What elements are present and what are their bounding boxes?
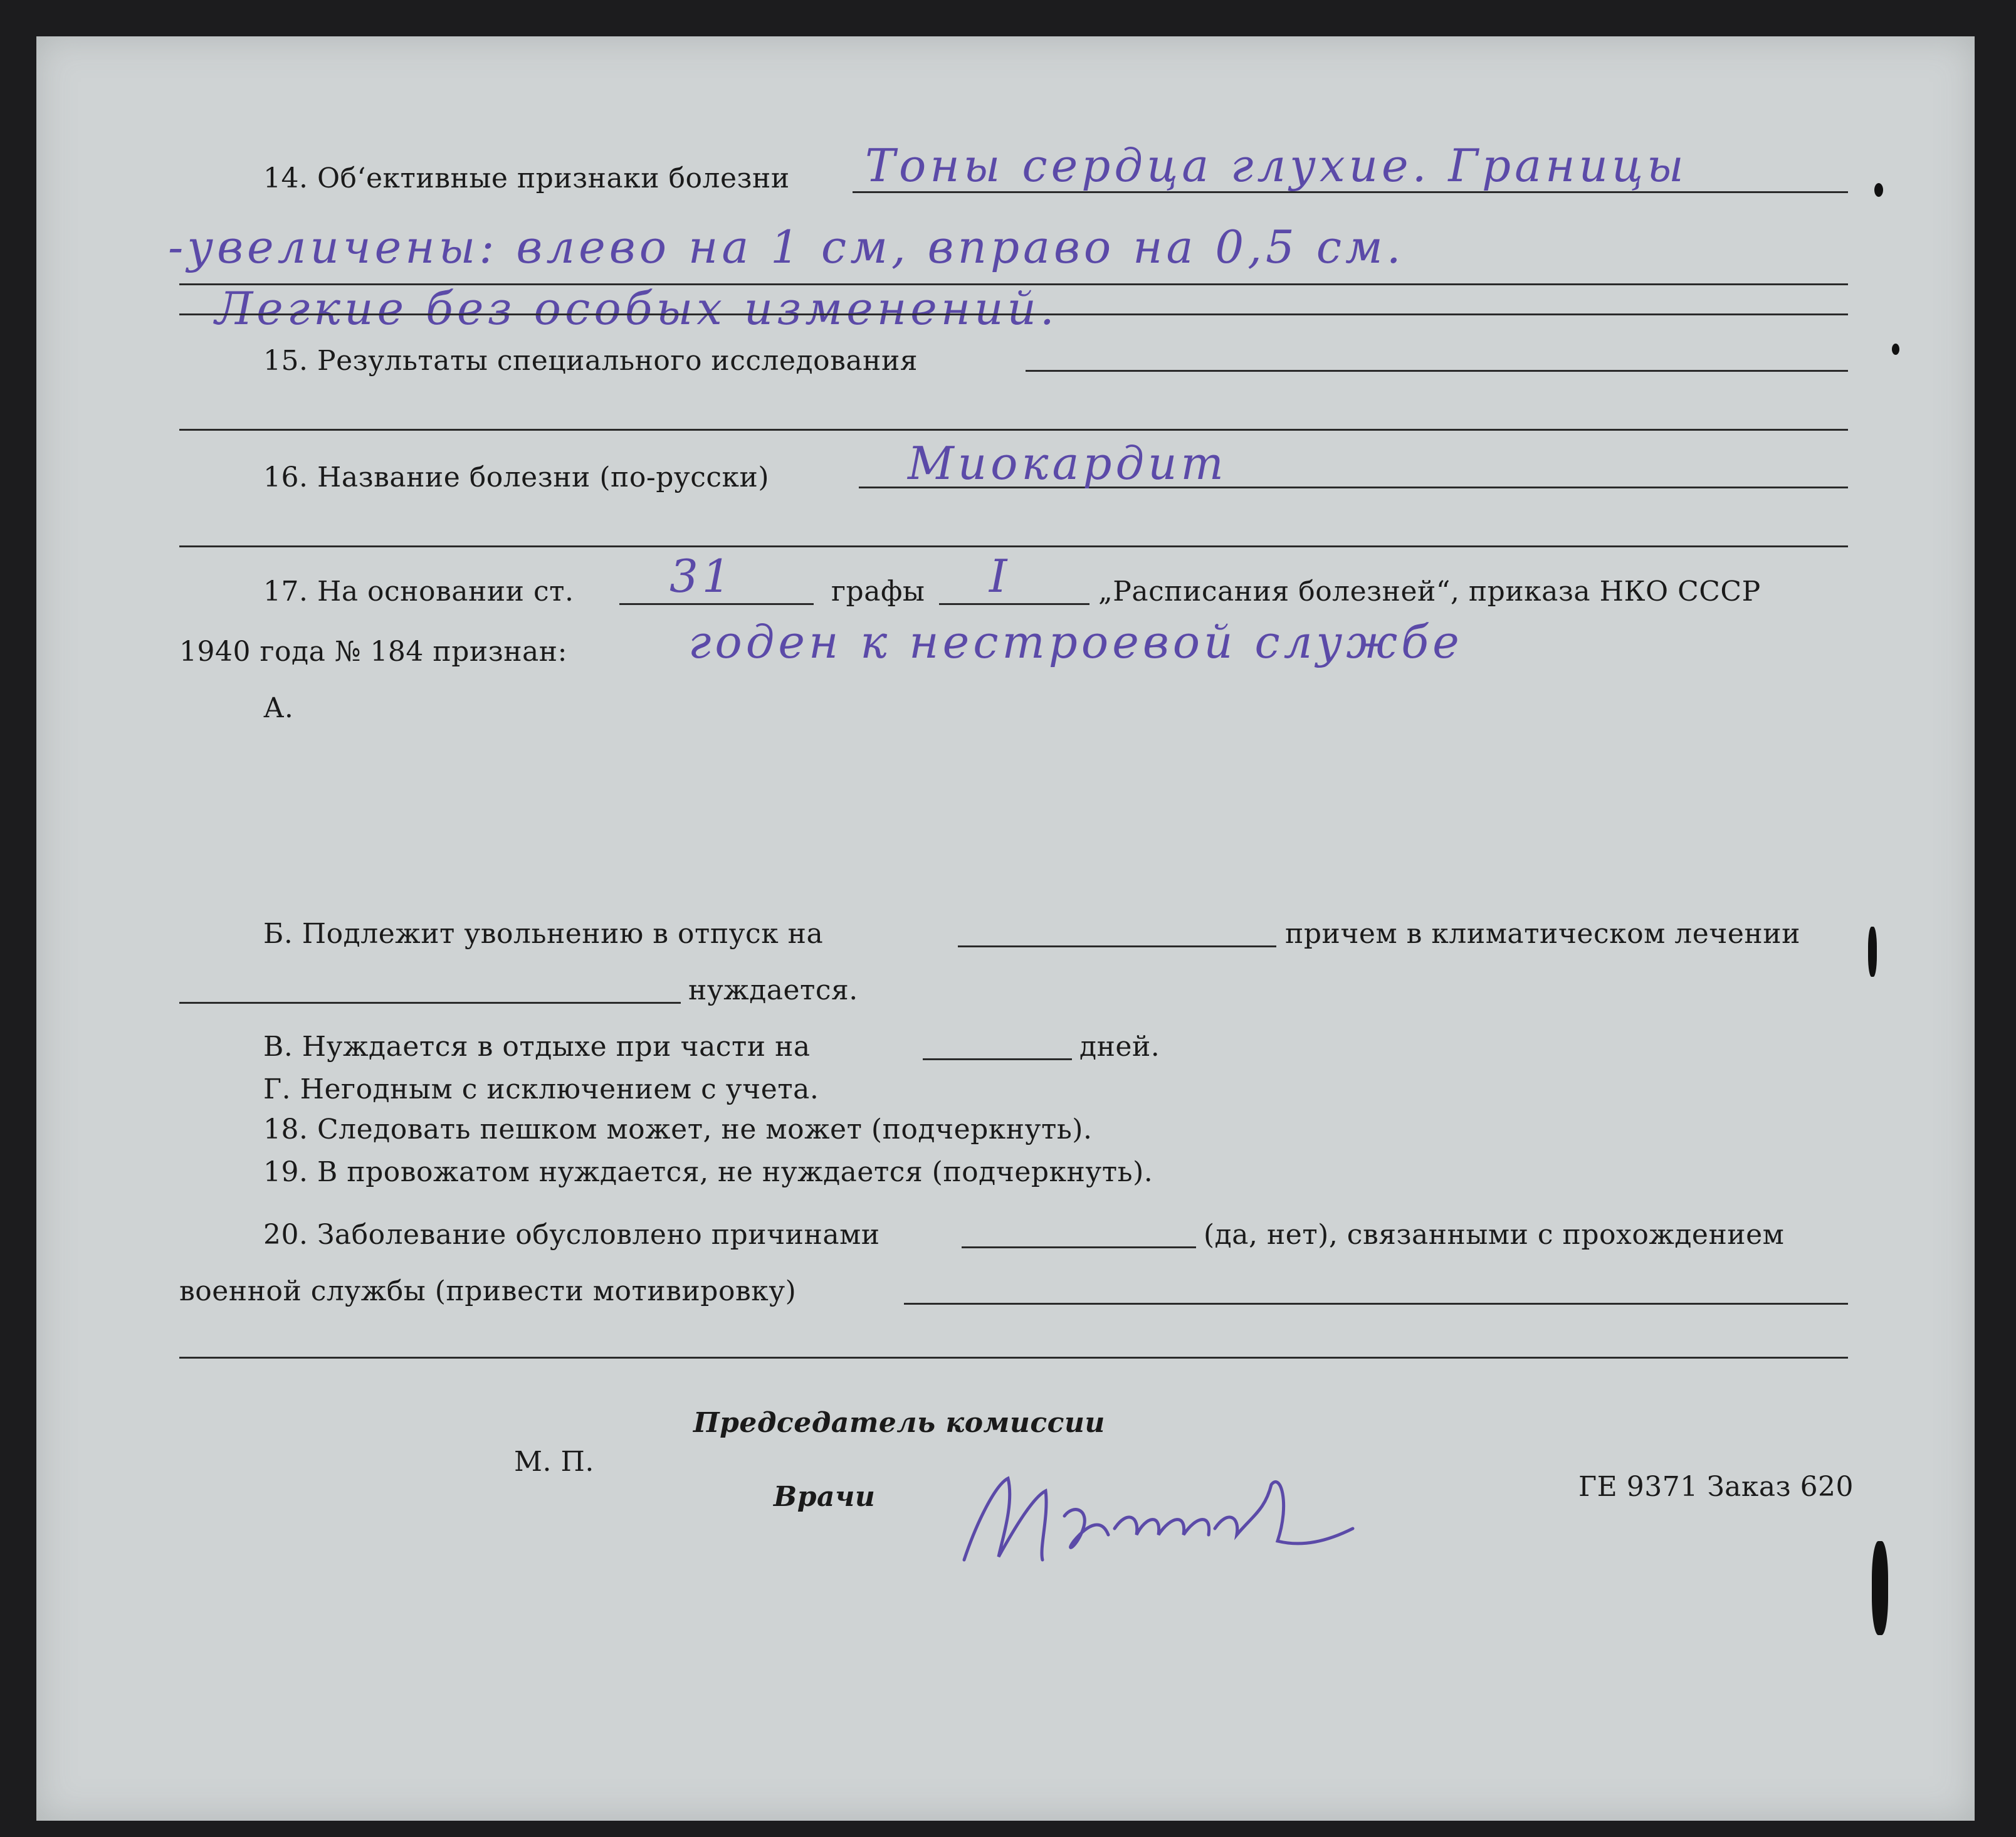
item15-label: 15. Результаты специального исследования xyxy=(263,345,918,377)
item-g: Г. Негодным с исключением с учета. xyxy=(263,1073,819,1105)
item20-part1: 20. Заболевание обусловлено причинами xyxy=(263,1219,880,1251)
item-v-part1: В. Нуждается в отдыхе при части на xyxy=(263,1031,811,1063)
stamp-place-label: М. П. xyxy=(514,1446,594,1478)
item-b-line-1 xyxy=(958,945,1276,947)
item-v-part2: дней. xyxy=(1079,1031,1160,1063)
item14-handwriting-3: Легкие без особых изменений. xyxy=(215,282,1058,335)
item-b-line-2 xyxy=(179,1002,681,1004)
paper-damage-mark xyxy=(1892,344,1899,355)
item-b-part2: причем в климатическом лечении xyxy=(1285,918,1800,950)
item17-column-handwriting: I xyxy=(989,550,1011,603)
item14-handwriting-2: -увеличены: влево на 1 см, вправо на 0,5 см. xyxy=(168,221,1405,273)
item20-line-2 xyxy=(904,1303,1848,1305)
item16-handwriting: Миокардит xyxy=(908,437,1227,490)
item17-article-line xyxy=(619,603,814,605)
item-b-part3: нуждается. xyxy=(688,974,858,1006)
item14-label: 14. Об‘ективные признаки болезни xyxy=(263,162,790,194)
item15-line-2 xyxy=(179,429,1848,431)
item17-verdict-handwriting: годен к нестроевой службе xyxy=(688,616,1463,668)
paper-damage-mark xyxy=(1874,183,1883,197)
item20-line-1 xyxy=(962,1246,1196,1248)
item20-part2: (да, нет), связанными с прохождением xyxy=(1204,1219,1785,1251)
item-a-label: А. xyxy=(263,692,294,724)
item17-label-a: 17. На основании ст. xyxy=(263,576,574,608)
item17-label-d: 1940 года № 184 признан: xyxy=(179,636,567,668)
item17-column-line xyxy=(939,603,1089,605)
chairman-label: Председатель комиссии xyxy=(693,1407,1105,1439)
paper-damage-mark xyxy=(1872,1541,1888,1635)
item-v-line xyxy=(923,1058,1072,1060)
item16-label: 16. Название болезни (по-русски) xyxy=(263,461,770,493)
item19: 19. В провожатом нуждается, не нуждается (подчеркнуть). xyxy=(263,1156,1153,1188)
item17-article-handwriting: 31 xyxy=(669,550,735,603)
item20-line-3 xyxy=(179,1357,1848,1359)
print-info: ГЕ 9371 Заказ 620 xyxy=(1578,1471,1854,1503)
item14-handwriting-1: Тоны сердца глухие. Границы xyxy=(865,139,1688,192)
item-b-part1: Б. Подлежит увольнению в отпуск на xyxy=(263,918,824,950)
item14-line-3 xyxy=(179,313,1848,315)
paper-damage-mark xyxy=(1868,927,1877,977)
item15-line-1 xyxy=(1026,370,1848,372)
item18: 18. Следовать пешком может, не может (подчеркнуть). xyxy=(263,1113,1093,1145)
item17-label-c: „Расписания болезней“, приказа НКО СССР xyxy=(1098,576,1761,608)
doctors-label: Врачи xyxy=(774,1481,876,1513)
item20-part3: военной службы (привести мотивировку) xyxy=(179,1275,797,1307)
doctor-signature xyxy=(939,1447,1390,1598)
item17-label-b: графы xyxy=(831,576,925,608)
document-page xyxy=(36,36,1975,1821)
item16-line-2 xyxy=(179,545,1848,547)
